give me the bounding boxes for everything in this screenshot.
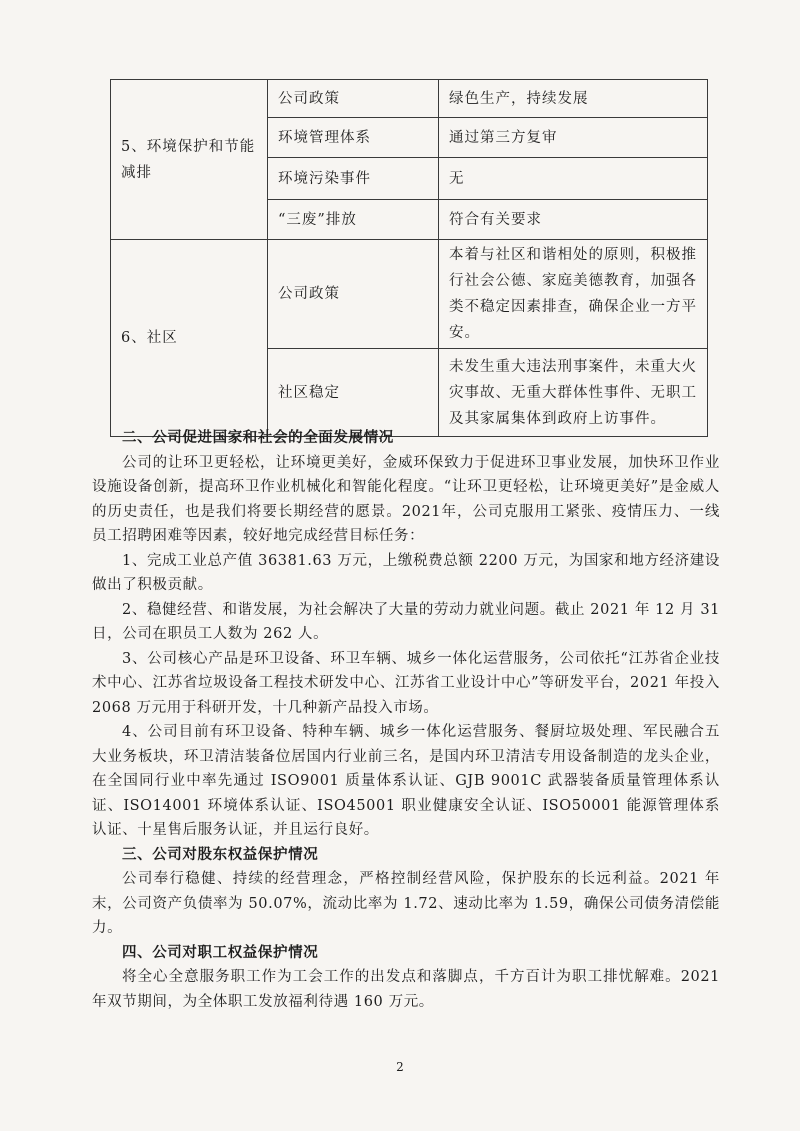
paragraph: 3、公司核心产品是环卫设备、环卫车辆、城乡一体化运营服务，公司依托“江苏省企业技术中心、江苏省垃圾设备工程技术研发中心、江苏省工业设计中心”等研发平台，2021 年投入 2068 万元用于科研开发，十几种新产品投入市场。 [92,650,720,716]
item-label: 社区稳定 [278,384,340,401]
value-label: 本着与社区和谐相处的原则，积极推行社会公德、家庭美德教育，加强各类不稳定因素排查，确保企业一方平安。 [449,247,697,341]
item-label: 公司政策 [278,90,340,107]
table-value-cell [439,80,708,118]
category-label: 5、环境保护和节能减排 [121,138,256,181]
item-label: 环境污染事件 [278,170,371,187]
table-item-cell [268,118,439,158]
body-text [92,426,720,1014]
category-label: 6、社区 [121,330,178,346]
table-value-cell [439,200,708,240]
item-label: 公司政策 [278,286,340,302]
table-item-cell [268,240,439,349]
table-value-cell [439,118,708,158]
table-value-cell [439,349,708,437]
paragraph: 2、稳健经营、和谐发展，为社会解决了大量的劳动力就业问题。截止 2021 年 12 月 31 日，公司在职员工人数为 262 人。 [92,601,720,642]
section-heading: 二、公司促进国家和社会的全面发展情况 [122,429,394,446]
table-item-cell [268,349,439,437]
section-heading: 三、公司对股东权益保护情况 [122,845,319,863]
table-row [111,240,708,349]
paragraph: 1、完成工业总产值 36381.63 万元，上缴税费总额 2200 万元，为国家和地方经济建设做出了积极贡献。 [92,552,720,593]
value-label: 符合有关要求 [449,211,542,228]
item-label: 环境管理体系 [278,129,371,146]
table-value-cell [439,158,708,200]
table-value-cell [439,240,708,349]
table-row [111,80,708,118]
value-label: 通过第三方复审 [449,129,558,146]
table-category-cell [111,240,268,437]
paragraph: 4、公司目前有环卫设备、特种车辆、城乡一体化运营服务、餐厨垃圾处理、军民融合五大业务板块，环卫清洁装备位居国内行业前三名，是国内环卫清洁专用设备制造的龙头企业，在全国同行业中率先通过 ISO9001 质量体系认证、GJB 9001C 武器装备质量管理体系认证、ISO14001 环境体系认证、ISO45001 职业健康安全认证、ISO50001 能源管理体系认证、十星售后服务认证，并且运行良好。 [92,724,720,838]
paragraph: 公司的让环卫更轻松，让环境更美好，金威环保致力于促进环卫事业发展，加快环卫作业设施设备创新，提高环卫作业机械化和智能化程度。“让环卫更轻松，让环境更美好”是金威人的历史责任，也是我们将要长期经营的愿景。2021年，公司克服用工紧张、疫情压力、一线员工招聘困难等因素，较好地完成经营目标任务： [92,454,720,544]
item-label: “三废”排放 [278,211,357,228]
paragraph: 将全心全意服务职工作为工会工作的出发点和落脚点，千方百计为职工排忧解难。2021 年双节期间，为全体职工发放福利待遇 160 万元。 [92,969,720,1010]
section-heading: 四、公司对职工权益保护情况 [122,943,319,961]
table-item-cell [268,80,439,118]
value-label: 绿色生产，持续发展 [449,90,589,107]
csr-table [110,79,708,437]
page-number: 2 [396,1060,404,1074]
value-label: 未发生重大违法刑事案件，未重大火灾事故、无重大群体性事件、无职工及其家属集体到政府上访事件。 [449,358,697,427]
value-label: 无 [449,170,465,187]
table-category-cell [111,80,268,240]
table-item-cell [268,158,439,200]
paragraph: 公司奉行稳健、持续的经营理念，严格控制经营风险，保护股东的长远利益。2021 年末，公司资产负债率为 50.07%，流动比率为 1.72、速动比率为 1.59，确保公司债务清偿能力。 [92,871,720,936]
table-item-cell [268,200,439,240]
